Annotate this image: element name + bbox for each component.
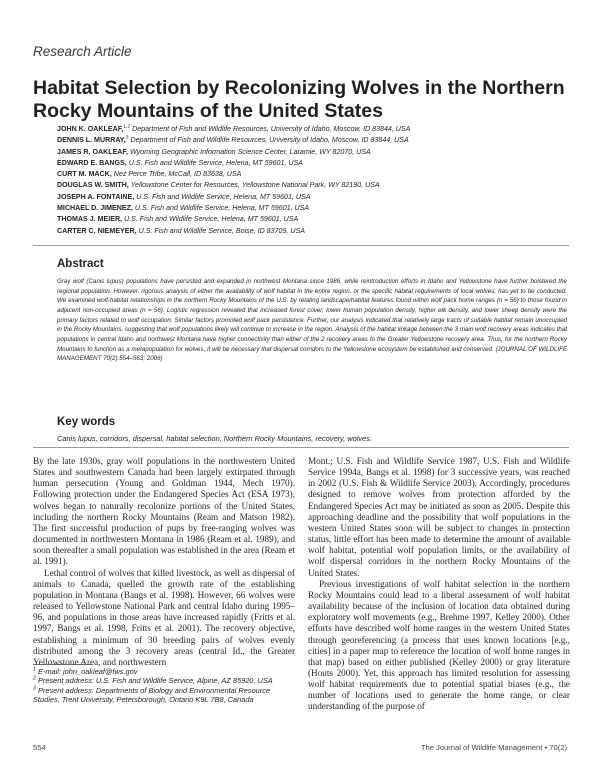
author-name: DENNIS L. MURRAY, bbox=[57, 136, 126, 145]
author-affiliation: U.S. Fish and Wildlife Service, Helena, MT 59601, USA bbox=[128, 158, 303, 167]
page-number: 554 bbox=[33, 743, 46, 752]
author-name: JAMES R. OAKLEAF, bbox=[57, 147, 128, 156]
author-name: DOUGLAS W. SMITH, bbox=[57, 181, 129, 190]
article-title: Habitat Selection by Recolonizing Wolves in the Northern Rocky Mountains of the United States bbox=[33, 77, 565, 122]
footnote-text: Present address: U.S. Fish and Wildlife Service, Alpine, AZ 85920, USA bbox=[37, 676, 273, 686]
author-affiliation: Nez Perce Tribe, McCall, ID 83638, USA bbox=[113, 170, 242, 179]
author-entry bbox=[57, 158, 577, 169]
author-entry bbox=[57, 135, 577, 146]
author-affiliation: U.S. Fish and Wildlife Service, Helena, MT 59601, USA bbox=[136, 192, 311, 201]
journal-citation: The Journal of Wildlife Management • 70(2) bbox=[420, 743, 567, 752]
author-entry bbox=[57, 124, 577, 135]
author-name: CURT M. MACK, bbox=[57, 170, 112, 179]
author-name: CARTER C. NIEMEYER, bbox=[57, 226, 137, 235]
body-paragraph: Previous investigations of wolf habitat selection in the northern Rocky Mountains could lead to a liberal assessment of wolf habitat availability because of the inclusion of location data obtained during exploratory wolf movements (e.g., Brehme 1997, Kelley 2000). Other efforts have described wolf home ranges in the western United States through georeferencing (a process that uses known locations [e.g., cities] in a paper map to reference the location of wolf home ranges in that map) based on either published (Kelley 2000) or gray literature (Houts 2000). Yet, this approach has limited resolution for assessing wolf habitat requirements due to potential spatial biases (e.g., the number of locations used to generate the home range, or clear understanding of the purpose of bbox=[308, 578, 570, 712]
divider bbox=[33, 245, 569, 246]
author-affiliation: Wyoming Geographic Information Science Center, Laramie, WY 82070, USA bbox=[129, 147, 371, 156]
abstract-heading: Abstract bbox=[57, 258, 104, 270]
author-entry bbox=[57, 214, 577, 225]
body-paragraph: Lethal control of wolves that killed livestock, as well as dispersal of animals to Canada, quelled the growth rate of the establishing population in Montana (Bangs et al. 1998). However, 66 wolves were released to Yellowstone National Park and central Idaho during 1995–96, and populations in those areas have increased rapidly (Fritts et al. 1997, Bangs et al. 1998, Fritts et al. 2001). The recovery objective, establishing a minimum of 30 breeding pairs of wolves evenly distributed among the 3 recovery areas (central Id., the Greater Yellowstone Area, and northwestern bbox=[33, 567, 295, 667]
footnote bbox=[33, 676, 295, 685]
author-note-marker: 3 bbox=[125, 135, 129, 141]
keywords-heading: Key words bbox=[57, 416, 116, 428]
divider bbox=[33, 447, 569, 448]
author-entry bbox=[57, 180, 577, 191]
footnote-divider bbox=[33, 664, 93, 665]
body-column-right bbox=[308, 456, 570, 713]
abstract-text: Gray wolf (Canis lupus) populations have persisted and expanded in northwest Montana since 1986, while reintroduction efforts in Idaho and Yellowstone have further bolstered the regional population. However, rigorous analysis of either the availability of wolf habitat in the entire region, or the specific habitat requirements of local wolves, has yet to be conducted. We examined wolf-habitat relationships in the northern Rocky Mountains of the U.S. by relating landscape/habitat features found within wolf pack home ranges (n = 56) to those found in adjacent non-occupied areas (n = 56). Logistic regression revealed that increased forest cover, lower human population density, higher elk density, and lower sheep density were the primary factors related to wolf occupation. Similar factors promoted wolf pack persistence. Further, our analysis indicated that relatively large tracts of suitable habitat remain unoccupied in the Rocky Mountains, suggesting that wolf populations likely will continue to increase in the region. Analysis of the habitat linkage between the 3 main wolf recovery areas indicates that populations in central Idaho and northwest Montana have higher connectivity than either of the 2 recovery areas to the Greater Yellowstone recovery area. Thus, for the northern Rocky Mountains to function as a metapopulation for wolves, it will be necessary that dispersal corridors to the Yellowstone ecosystem be established and conserved. (JOURNAL OF WILDLIFE MANAGEMENT 70(2):554–563; 2006) bbox=[57, 278, 567, 363]
author-name: JOSEPH A. FONTAINE, bbox=[57, 192, 135, 201]
author-entry bbox=[57, 169, 577, 180]
author-note-marker: 1,2 bbox=[123, 124, 131, 130]
author-entry bbox=[57, 203, 577, 214]
author-affiliation: Department of Fish and Wildlife Resources, University of Idaho, Moscow, ID 83844, USA bbox=[130, 136, 409, 145]
body-paragraph: Mont.; U.S. Fish and Wildlife Service 1987, U.S. Fish and Wildlife Service 1994a, Bangs et al. 1998) for 3 successive years, was reached in 2002 (U.S. Fish & Wildlife Service 2003). Accordingly, procedures designed to remove wolves from protection afforded by the Endangered Species Act may be initiated as soon as 2005. Despite this approaching deadline and the possibility that wolf populations in the western United States soon will be subject to changes in protection status, little effort has been made to determine the amount of available wolf habitat, potential wolf population limits, or the availability of wolf dispersal corridors in the northern Rocky Mountains of the United States. bbox=[308, 456, 570, 578]
author-affiliation: U.S. Fish and Wildlife Service, Helena, MT 59601, USA bbox=[134, 204, 310, 213]
author-name: JOHN K. OAKLEAF, bbox=[57, 125, 124, 133]
footnote bbox=[33, 686, 295, 705]
author-affiliation: Yellowstone Center for Resources, Yellowstone National Park, WY 82190, USA bbox=[130, 181, 380, 190]
article-type-label: Research Article bbox=[33, 44, 132, 59]
footnotes bbox=[33, 667, 295, 704]
author-entry bbox=[57, 192, 577, 203]
keywords-text: Canis lupus, corridors, dispersal, habitat selection, Northern Rocky Mountains, recovery, wolves. bbox=[57, 434, 372, 443]
footnote-text: E-mail: john_oakleaf@fws.gov bbox=[37, 667, 138, 676]
footnote-marker: 2 bbox=[33, 675, 36, 682]
author-name: EDWARD E. BANGS, bbox=[57, 158, 127, 167]
footnote-marker: 1 bbox=[33, 666, 36, 673]
body-column-left bbox=[33, 456, 295, 668]
author-affiliation: U.S. Fish and Wildlife Service, Boise, ID 83709, USA bbox=[138, 226, 305, 235]
author-entry bbox=[57, 147, 577, 158]
author-name: THOMAS J. MEIER, bbox=[57, 215, 123, 224]
footnote bbox=[33, 667, 295, 676]
author-affiliation: Department of Fish and Wildlife Resources, University of Idaho, Moscow, ID 83844, USA bbox=[132, 125, 411, 133]
author-affiliation: U.S. Fish and Wildlife Service, Helena, MT 59601, USA bbox=[124, 215, 299, 224]
author-list bbox=[57, 124, 577, 237]
author-entry bbox=[57, 226, 577, 237]
footnote-text: Present address: Departments of Biology and Environmental Resource Studies, Trent University, Petersborough, Ontario K9L 7B8, Canada bbox=[33, 685, 271, 704]
author-name: MICHAEL D. JIMENEZ, bbox=[57, 204, 133, 213]
body-paragraph: By the late 1930s, gray wolf populations in the northwestern United States and southwestern Canada had been largely extirpated through human persecution (Young and Goldman 1944, Mech 1970). Following protection under the Endangered Species Act (ESA 1973), wolves began to naturally recolonize portions of the United States, including the northern Rocky Mountains (Ream and Matson 1982). The first successful production of pups by free-ranging wolves was documented in northwestern Montana in 1986 (Ream et al. 1989), and soon thereafter a small population was established in the area (Ream et al. 1991). bbox=[33, 456, 295, 567]
footnote-marker: 3 bbox=[33, 685, 36, 692]
